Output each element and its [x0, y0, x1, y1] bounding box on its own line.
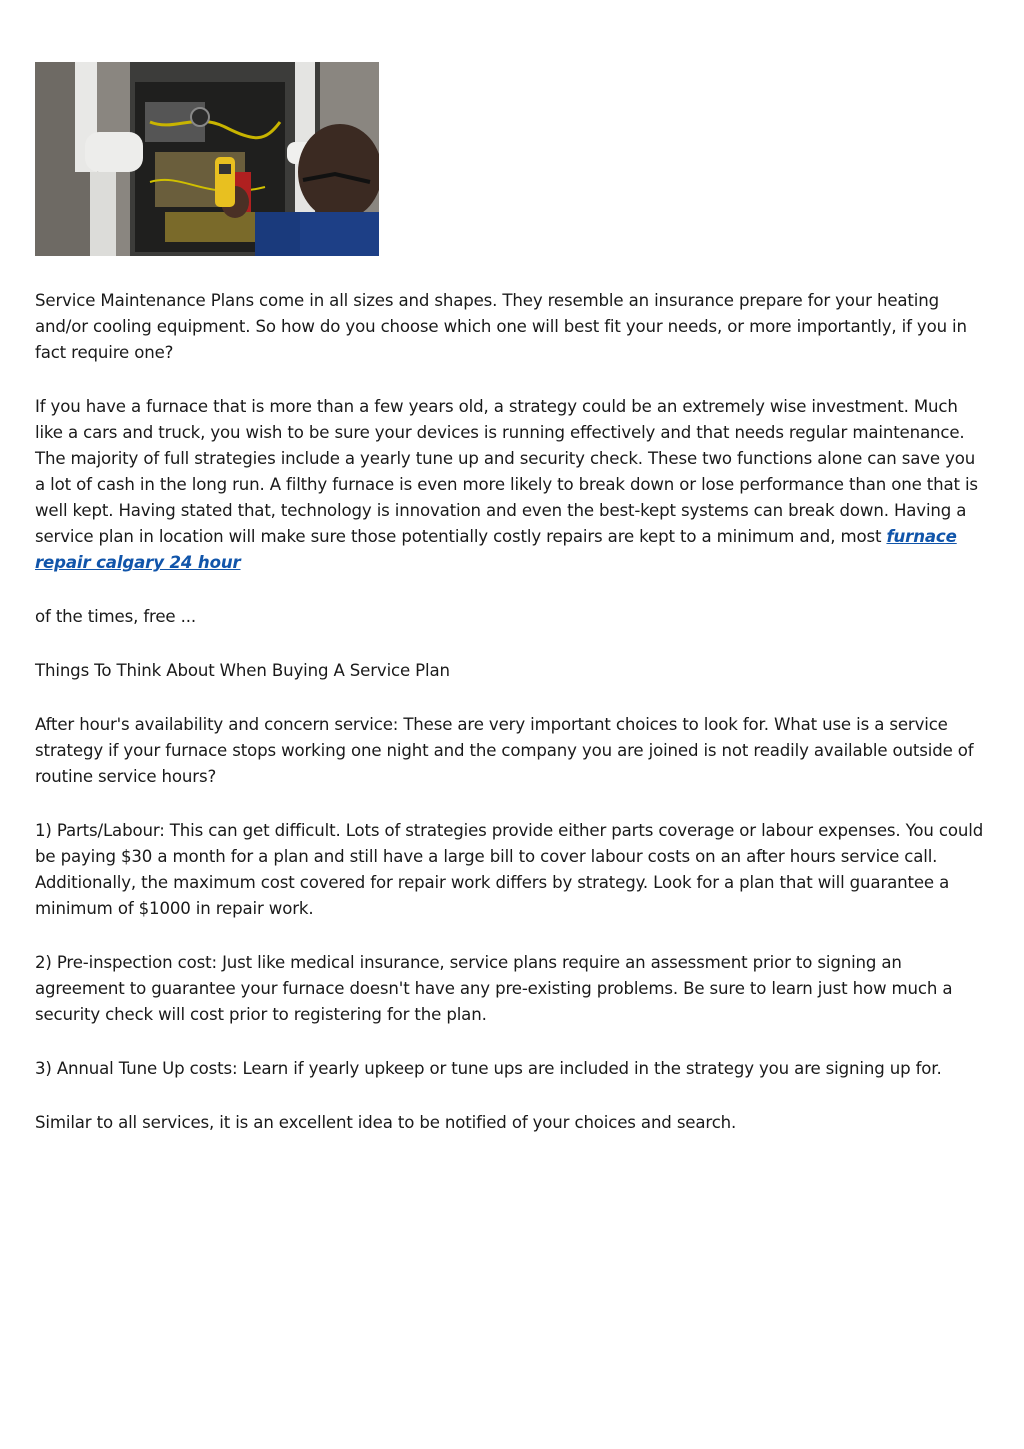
- paragraph-furnace-strategy: [35, 394, 990, 576]
- paragraph-intro: Service Maintenance Plans come in all sizes and shapes. They resemble an insurance prepare for your heating and/or cooling equipment. So how do you choose which one will best fit your needs, or more importantly, if you in fact require one?: [35, 291, 967, 362]
- paragraph-furnace-strategy-text: If you have a furnace that is more than a few years old, a strategy could be an extremely wise investment. Much like a cars and truck, you wish to be sure your devices is running effectively and that needs regular maintenance. The majority of full strategies include a yearly tune up and security check. These two functions alone can save you a lot of cash in the long run. A filthy furnace is even more likely to break down or lose performance than one that is well kept. Having stated that, technology is innovation and even the best-kept systems can break down. Having a service plan in location will make sure those potentially costly repairs are kept to a minimum and, most: [35, 397, 978, 546]
- article-body: [35, 288, 990, 1136]
- photo-illustration: [35, 62, 379, 256]
- paragraph-conclusion: Similar to all services, it is an excellent idea to be notified of your choices and search.: [35, 1113, 737, 1132]
- paragraph-annual-tune-up: 3) Annual Tune Up costs: Learn if yearly upkeep or tune ups are included in the strategy you are signing up for.: [35, 1059, 942, 1078]
- paragraph-after-hours: After hour's availability and concern service: These are very important choices to look for. What use is a service strategy if your furnace stops working one night and the company you are joined is not readily available outside of routine service hours?: [35, 715, 974, 786]
- technician-furnace-photo: [35, 62, 379, 256]
- paragraph-parts-labour: 1) Parts/Labour: This can get difficult. Lots of strategies provide either parts coverage or labour expenses. You could be paying $30 a month for a plan and still have a large bill to cover labour costs on an after hours service call. Additionally, the maximum cost covered for repair work differs by strategy. Look for a plan that will guarantee a minimum of $1000 in repair work.: [35, 821, 984, 918]
- document-page: [35, 62, 990, 1164]
- paragraph-pre-inspection: 2) Pre-inspection cost: Just like medical insurance, service plans require an assessment prior to signing an agreement to guarantee your furnace doesn't have any pre-existing problems. Be sure to learn just how much a security check will cost prior to registering for the plan.: [35, 953, 953, 1024]
- furnace-repair-link[interactable]: furnace repair calgary 24 hour: [35, 527, 957, 572]
- paragraph-heading-things: Things To Think About When Buying A Service Plan: [35, 661, 450, 680]
- paragraph-times-free: of the times, free ...: [35, 607, 196, 626]
